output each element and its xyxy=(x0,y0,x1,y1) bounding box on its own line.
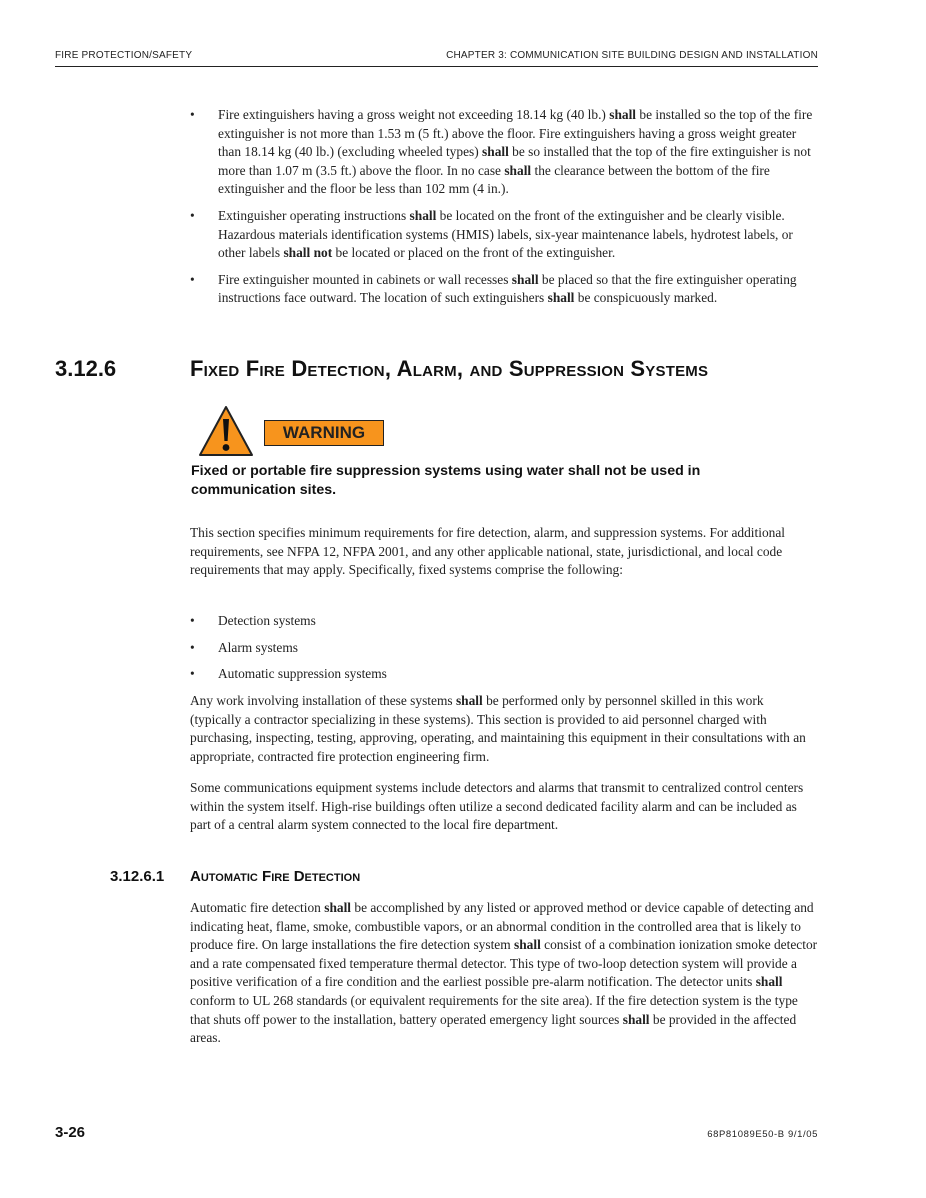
header-right: CHAPTER 3: COMMUNICATION SITE BUILDING DESIGN AND INSTALLATION xyxy=(446,50,818,61)
section-number: 3.12.6 xyxy=(55,356,117,381)
installation-paragraph: Any work involving installation of these systems shall be performed only by personnel skilled in this work (typically a contractor specializing in these systems). This section is provided to aid personnel charged with purchasing, inspecting, testing, approving, operating, and maintaining this equipment in their consultations with an appropriate, contracted fire protection engineering firm. xyxy=(190,693,806,764)
bold-term: shall xyxy=(324,900,352,915)
subsection-title: Automatic Fire Detection xyxy=(190,868,361,885)
bold-term: shall xyxy=(504,162,532,178)
running-header xyxy=(55,48,818,67)
warning-message: Fixed or portable fire suppression systems using water shall not be used in communication sites. xyxy=(191,463,701,498)
warning-label: WARNING xyxy=(264,420,384,446)
page-number: 3-26 xyxy=(55,1124,86,1141)
list-item: • Fire extinguishers having a gross weight not exceeding 18.14 kg (40 lb.) shall be installed so the top of the fire extinguisher is not more than 1.53 m (5 ft.) above the floor. Fire extinguishers having a gross weight greater than 18.14 kg (40 lb.) (excluding wheeled types) shall be so installed that the top of the fire extinguisher is not more than 1.07 m (3.5 ft.) above the floor. In no case shall the clearance between the bottom of the fire extinguisher and the floor be less than 102 mm (4 in.). xyxy=(190,107,813,197)
alarm-centers-paragraph: Some communications equipment systems include detectors and alarms that transmit to centralized control centers within the system itself. High-rise buildings often utilize a second dedicated facility alarm and can be included as part of a central alarm system connected to the local fire department. xyxy=(190,780,804,833)
section-heading xyxy=(55,356,818,390)
bullet-text: Extinguisher operating instructions shall be located on the front of the extinguisher and be clearly visible. Hazardous materials identification systems (HMIS) labels, six-year maintenance labels, hydrotest labels, or other labels shall not be located or placed on the front of the extinguisher. xyxy=(218,207,793,261)
list-item: • Automatic suppression systems xyxy=(190,666,387,682)
subsection-heading xyxy=(110,868,810,890)
bold-term: shall not xyxy=(283,245,333,261)
bold-term: shall xyxy=(514,937,541,953)
header-left: FIRE PROTECTION/SAFETY xyxy=(55,50,193,61)
document-id: 68P81089E50-B 9/1/05 xyxy=(707,1129,818,1140)
bold-term: shall xyxy=(755,974,783,990)
subsection-number: 3.12.6.1 xyxy=(110,868,165,885)
warning-triangle-icon xyxy=(198,405,254,457)
intro-paragraph: This section specifies minimum requirements for fire detection, alarm, and suppression systems. For additional requirements, see NFPA 12, NFPA 2001, and any other applicable national, state, jurisdictional, and local code requirements that may apply. Specifically, fixed systems comprise the following: xyxy=(190,525,786,578)
bold-term: shall xyxy=(409,207,437,223)
list-item: • Detection systems xyxy=(190,613,316,628)
bold-term: shall xyxy=(622,1011,650,1027)
list-item: • Fire extinguisher mounted in cabinets or wall recesses shall be placed so that the fire extinguisher operating instructions face outward. The location of such extinguishers shall be conspicuously marked. xyxy=(190,271,797,306)
bullet-text: Fire extinguishers having a gross weight not exceeding 18.14 kg (40 lb.) shall be installed so the top of the fire extinguisher is not more than 1.53 m (5 ft.) above the floor. Fire extinguishers having a gross weight greater than 18.14 kg (40 lb.) (excluding wheeled types) shall be so installed that the top of the fire extinguisher is not more than 1.07 m (3.5 ft.) above the floor. In no case shall the clearance between the bottom of the fire extinguisher and the floor be less than 102 mm (4 in.). xyxy=(218,107,813,197)
bullet-text: Detection systems xyxy=(218,613,316,628)
list-item: • Extinguisher operating instructions shall be located on the front of the extinguisher and be clearly visible. Hazardous materials identification systems (HMIS) labels, six-year maintenance labels, hydrotest labels, or other labels shall not be located or placed on the front of the extinguisher. xyxy=(190,207,793,261)
warning-block xyxy=(198,405,398,457)
section-title: Fixed Fire Detection, Alarm, and Suppression Systems xyxy=(190,356,709,381)
list-item: • Alarm systems xyxy=(190,639,298,655)
bullet-text: Fire extinguisher mounted in cabinets or wall recesses shall be placed so that the fire extinguisher operating instructions face outward. The location of such extinguishers shall be conspicuously marked. xyxy=(218,271,797,306)
bold-term: shall xyxy=(511,271,539,287)
bullet-text: Alarm systems xyxy=(218,639,298,655)
bold-term: shall xyxy=(609,107,637,122)
extinguisher-bullet-list xyxy=(190,106,816,316)
bold-term: shall xyxy=(547,290,575,306)
bold-term: shall xyxy=(455,693,483,708)
bullet-text: Automatic suppression systems xyxy=(218,666,387,682)
systems-bullet-list xyxy=(190,612,816,692)
bold-term: shall xyxy=(482,144,509,160)
fire-detection-paragraph: Automatic fire detection shall be accomplished by any listed or approved method or device capable of detecting and indicating heat, flame, smoke, combustible vapors, or an abnormal condition in the controlled area that is likely to produce fire. On large installations the fire detection system shall consist of a combination ionization smoke detector and a rate compensated fixed temperature thermal detector. This type of two-loop detection system will provide a positive verification of a fire condition and the earliest possible pre-alarm notification. The detector units shall conform to UL 268 standards (or equivalent requirements for the site area). If the fire detection system is the type that shuts off power to the installation, battery operated emergency light sources shall be provided in the affected areas. xyxy=(190,900,818,1046)
